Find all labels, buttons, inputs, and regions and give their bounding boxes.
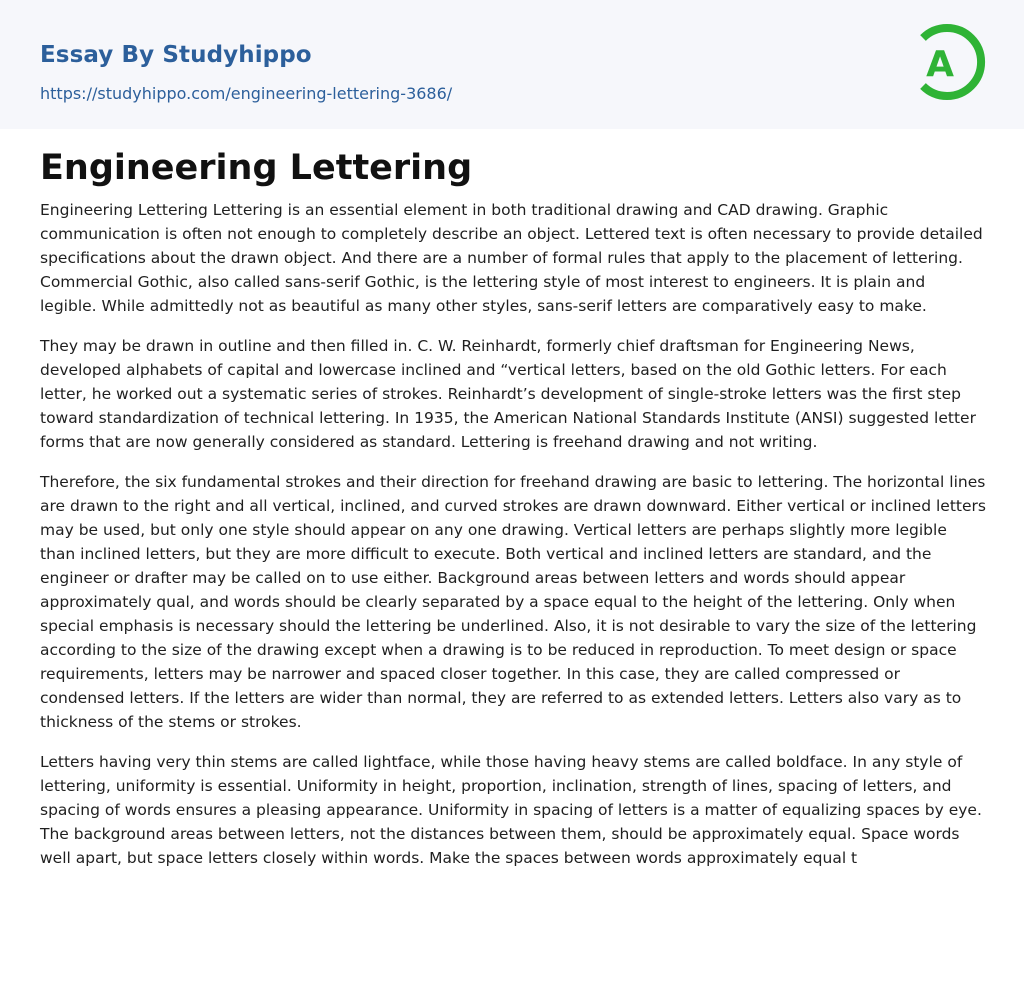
logo-letter: A [926,44,954,85]
article [40,146,986,886]
article-paragraph-3: Therefore, the six fundamental strokes and their direction for freehand drawing are basic to lettering. The horizontal lines are drawn to the right and all vertical, inclined, and curved strokes are drawn downward. Either vertical or inclined letters may be used, but only one style should appear on any one drawing. Vertical letters are perhaps slightly more legible than inclined letters, but they are more difficult to execute. Both vertical and inclined letters are standard, and the engineer or drafter may be called on to use either. Background areas between letters and words should appear approximately qual, and words should be clearly separated by a space equal to the height of the lettering. Only when special emphasis is necessary should the lettering be underlined. Also, it is not desirable to vary the size of the lettering according to the size of the drawing except when a drawing is to be reduced in reproduction. To meet design or space requirements, letters may be narrower and spaced closer together. In this case, they are called compressed or condensed letters. If the letters are wider than normal, they are referred to as extended letters. Letters also vary as to thickness of the stems or strokes. [40,473,986,731]
article-paragraph-4: Letters having very thin stems are called lightface, while those having heavy stems are called boldface. In any style of lettering, uniformity is essential. Uniformity in height, proportion, inclination, strength of lines, spacing of letters, and spacing of words ensures a pleasing appearance. Uniformity in spacing of letters is a matter of equalizing spaces by eye. The background areas between letters, not the distances between them, should be approximately equal. Space words well apart, but space letters closely within words. Make the spaces between words approximately equal t [40,753,982,867]
essay-url-link[interactable]: https://studyhippo.com/engineering-lettering-3686/ [40,84,453,103]
studyhippo-logo-icon[interactable] [912,19,986,105]
article-paragraph-2: They may be drawn in outline and then filled in. C. W. Reinhardt, formerly chief draftsman for Engineering News, developed alphabets of capital and lowercase inclined and “vertical letters, based on the old Gothic letters. For each letter, he worked out a systematic series of strokes. Reinhardt’s development of single-stroke letters was the first step toward standardization of technical lettering. In 1935, the American National Standards Institute (ANSI) suggested letter forms that are now generally considered as standard. Lettering is freehand drawing and not writing. [40,337,976,451]
article-paragraph-1: Engineering Lettering Lettering is an essential element in both traditional drawing and CAD drawing. Graphic communication is often not enough to completely describe an object. Lettered text is often necessary to provide detailed specifications about the drawn object. And there are a number of formal rules that apply to the placement of lettering. Commercial Gothic, also called sans-serif Gothic, is the lettering style of most interest to engineers. It is plain and legible. While admittedly not as beautiful as many other styles, sans-serif letters are comparatively easy to make. [40,201,983,315]
site-header [0,0,1024,129]
site-brand[interactable]: Essay By Studyhippo [40,42,312,68]
article-title: Engineering Lettering [40,148,473,188]
